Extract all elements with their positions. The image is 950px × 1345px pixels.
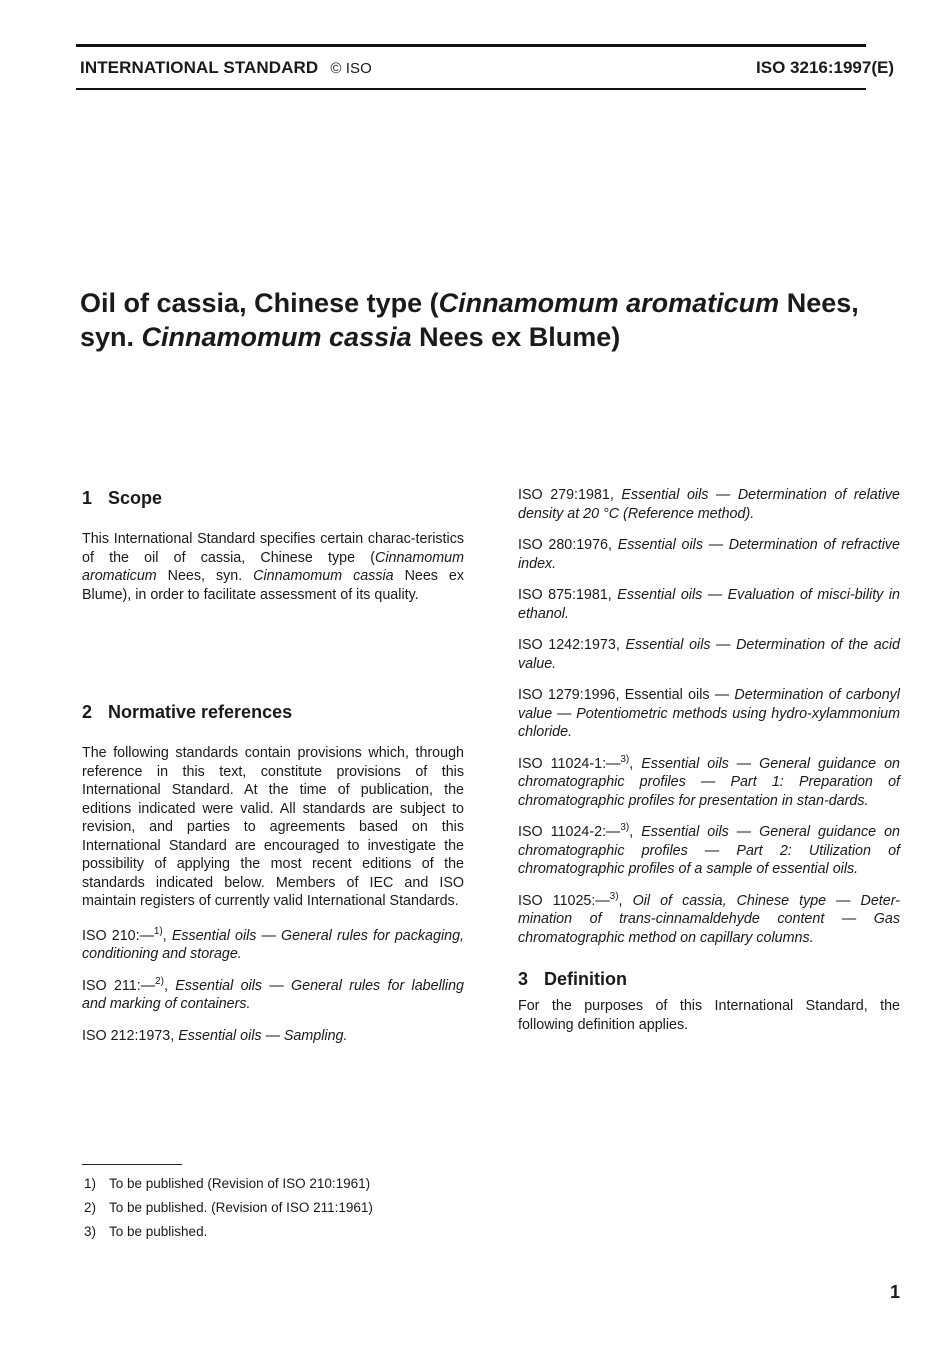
title-part-3: Nees ex Blume) [411,322,621,352]
footnote-item [84,1196,484,1220]
reference-separator: , [629,755,642,772]
normative-intro-paragraph: The following standards contain provisions which, through reference in this text, constitute provisions of this International Standard. At the time of publication, the editions indicated were valid. All standards are subject to revision, and parties to agreements based on this International Standard are encouraged to investigate the possibility of applying the most recent editions of the standards indicated below. Members of IEC and ISO maintain registers of currently valid International Standards. [82,745,464,909]
title-species-1: Cinnamomum aromaticum [438,288,780,318]
footnote-marker: 3) [609,890,619,902]
reference-title: Essential oils — Determination of refractive index. [518,537,900,572]
reference-code: ISO 11025:— [518,892,610,909]
scope-text-species-2: Cinnamomum cassia [253,568,394,584]
reference-code: ISO 211:— [82,977,156,994]
footnote-marker: 3) [620,753,630,765]
reference-code: ISO 280:1976, [518,537,612,553]
section-title: Scope [108,488,163,508]
reference-item [518,686,900,742]
reference-code: ISO 212:1973, [82,1027,175,1044]
reference-code: ISO 11024-2:— [518,824,621,840]
header-copyright: © ISO [330,60,372,77]
reference-item [518,823,900,879]
reference-title: Essential oils — Sampling. [178,1027,348,1044]
footnote-item [84,1172,484,1196]
reference-separator: , [162,927,172,944]
header-rule-top [76,44,866,47]
reference-item [82,927,464,964]
reference-item [518,486,900,523]
title-part-1: Oil of cassia, Chinese type ( [80,288,439,318]
reference-item [518,892,900,948]
scope-text-c: Nees ex Blume), in order to facilitate assessment of its quality. [82,568,464,603]
footnote-number: 3) [84,1224,97,1239]
footnote-marker: 1) [153,925,163,937]
reference-list-right [518,486,900,947]
definition-paragraph: For the purposes of this International Standard, the following definition applies. [518,998,900,1033]
title-part-2: Nees, syn. [80,288,859,352]
reference-item [82,977,464,1014]
left-column [82,486,464,1058]
footnote-rule [82,1164,182,1165]
reference-item [518,755,900,811]
reference-title: Essential oils — Evaluation of misci-bility in ethanol. [518,587,900,622]
reference-code: ISO 279:1981, [518,487,614,503]
header-rule-bottom [76,88,866,90]
scope-text-species-1: Cinnamomum aromaticum [82,549,464,584]
reference-code: ISO 1279:1996, Essential oils — [518,687,730,703]
section-number: 2 [82,702,93,722]
reference-list-left [82,927,464,1046]
scope-text-b: Nees, syn. [156,568,254,584]
reference-code: ISO 875:1981, [518,587,612,603]
reference-separator: , [163,977,176,994]
reference-code: ISO 210:— [82,927,154,944]
reference-code: ISO 1242:1973, [518,637,620,653]
footnote-item [84,1220,484,1244]
footnote-marker: 3) [620,822,630,834]
header-standard-text: INTERNATIONAL STANDARD [80,58,319,77]
reference-title: Determination of carbonyl value — Potentiometric methods using hydro-xylammonium chloride. [518,687,900,740]
reference-title: Essential oils — Determination of the acid value. [518,637,900,672]
reference-title: Essential oils — General rules for packaging, conditioning and storage. [82,927,464,962]
page-number: 1 [890,1282,901,1302]
reference-title: Essential oils — General guidance on chromatographic profiles — Part 1: Preparation of chromatographic profiles for presentation in stan-dards. [518,755,900,809]
footnote-text: To be published. [109,1224,208,1239]
header-document-number: ISO 3216:1997(E) [756,58,894,77]
section-title: Normative references [108,702,293,722]
section-number: 3 [518,969,529,989]
scope-text-a: This International Standard specifies certain charac-teristics of the oil of cassia, Chinese type ( [82,531,464,566]
header-standard-label [80,58,372,78]
footnote-number: 2) [84,1200,97,1215]
footnotes [84,1172,484,1244]
reference-separator: , [618,892,633,909]
right-column [518,486,900,1034]
reference-title: Essential oils — General rules for labelling and marking of containers. [82,977,464,1012]
reference-code: ISO 11024-1:— [518,755,621,772]
section-normative-heading [82,700,464,724]
section-definition-heading [518,967,900,991]
footnote-marker: 2) [155,975,164,987]
reference-item [518,636,900,673]
reference-item [518,536,900,573]
reference-separator: , [629,824,642,840]
section-number: 1 [82,488,93,508]
title-species-2: Cinnamomum cassia [141,322,412,352]
reference-title: Essential oils — General guidance on chromatographic profiles — Part 2: Utilization of chromatographic profiles of a sample of essential oils. [518,824,900,877]
section-scope-heading [82,486,464,510]
scope-paragraph [82,530,464,604]
document-title [80,286,880,354]
reference-title: Oil of cassia, Chinese type — Deter-mination of trans-cinnamaldehyde content — Gas chromatographic method on capillary columns. [518,892,900,946]
footnote-text: To be published (Revision of ISO 210:1961) [109,1176,371,1191]
reference-item [518,586,900,623]
reference-item [82,1027,464,1046]
footnote-number: 1) [84,1176,97,1191]
section-title: Definition [544,969,627,989]
reference-title: Essential oils — Determination of relative density at 20 °C (Reference method). [518,487,900,522]
footnote-text: To be published. (Revision of ISO 211:1961) [109,1200,373,1215]
